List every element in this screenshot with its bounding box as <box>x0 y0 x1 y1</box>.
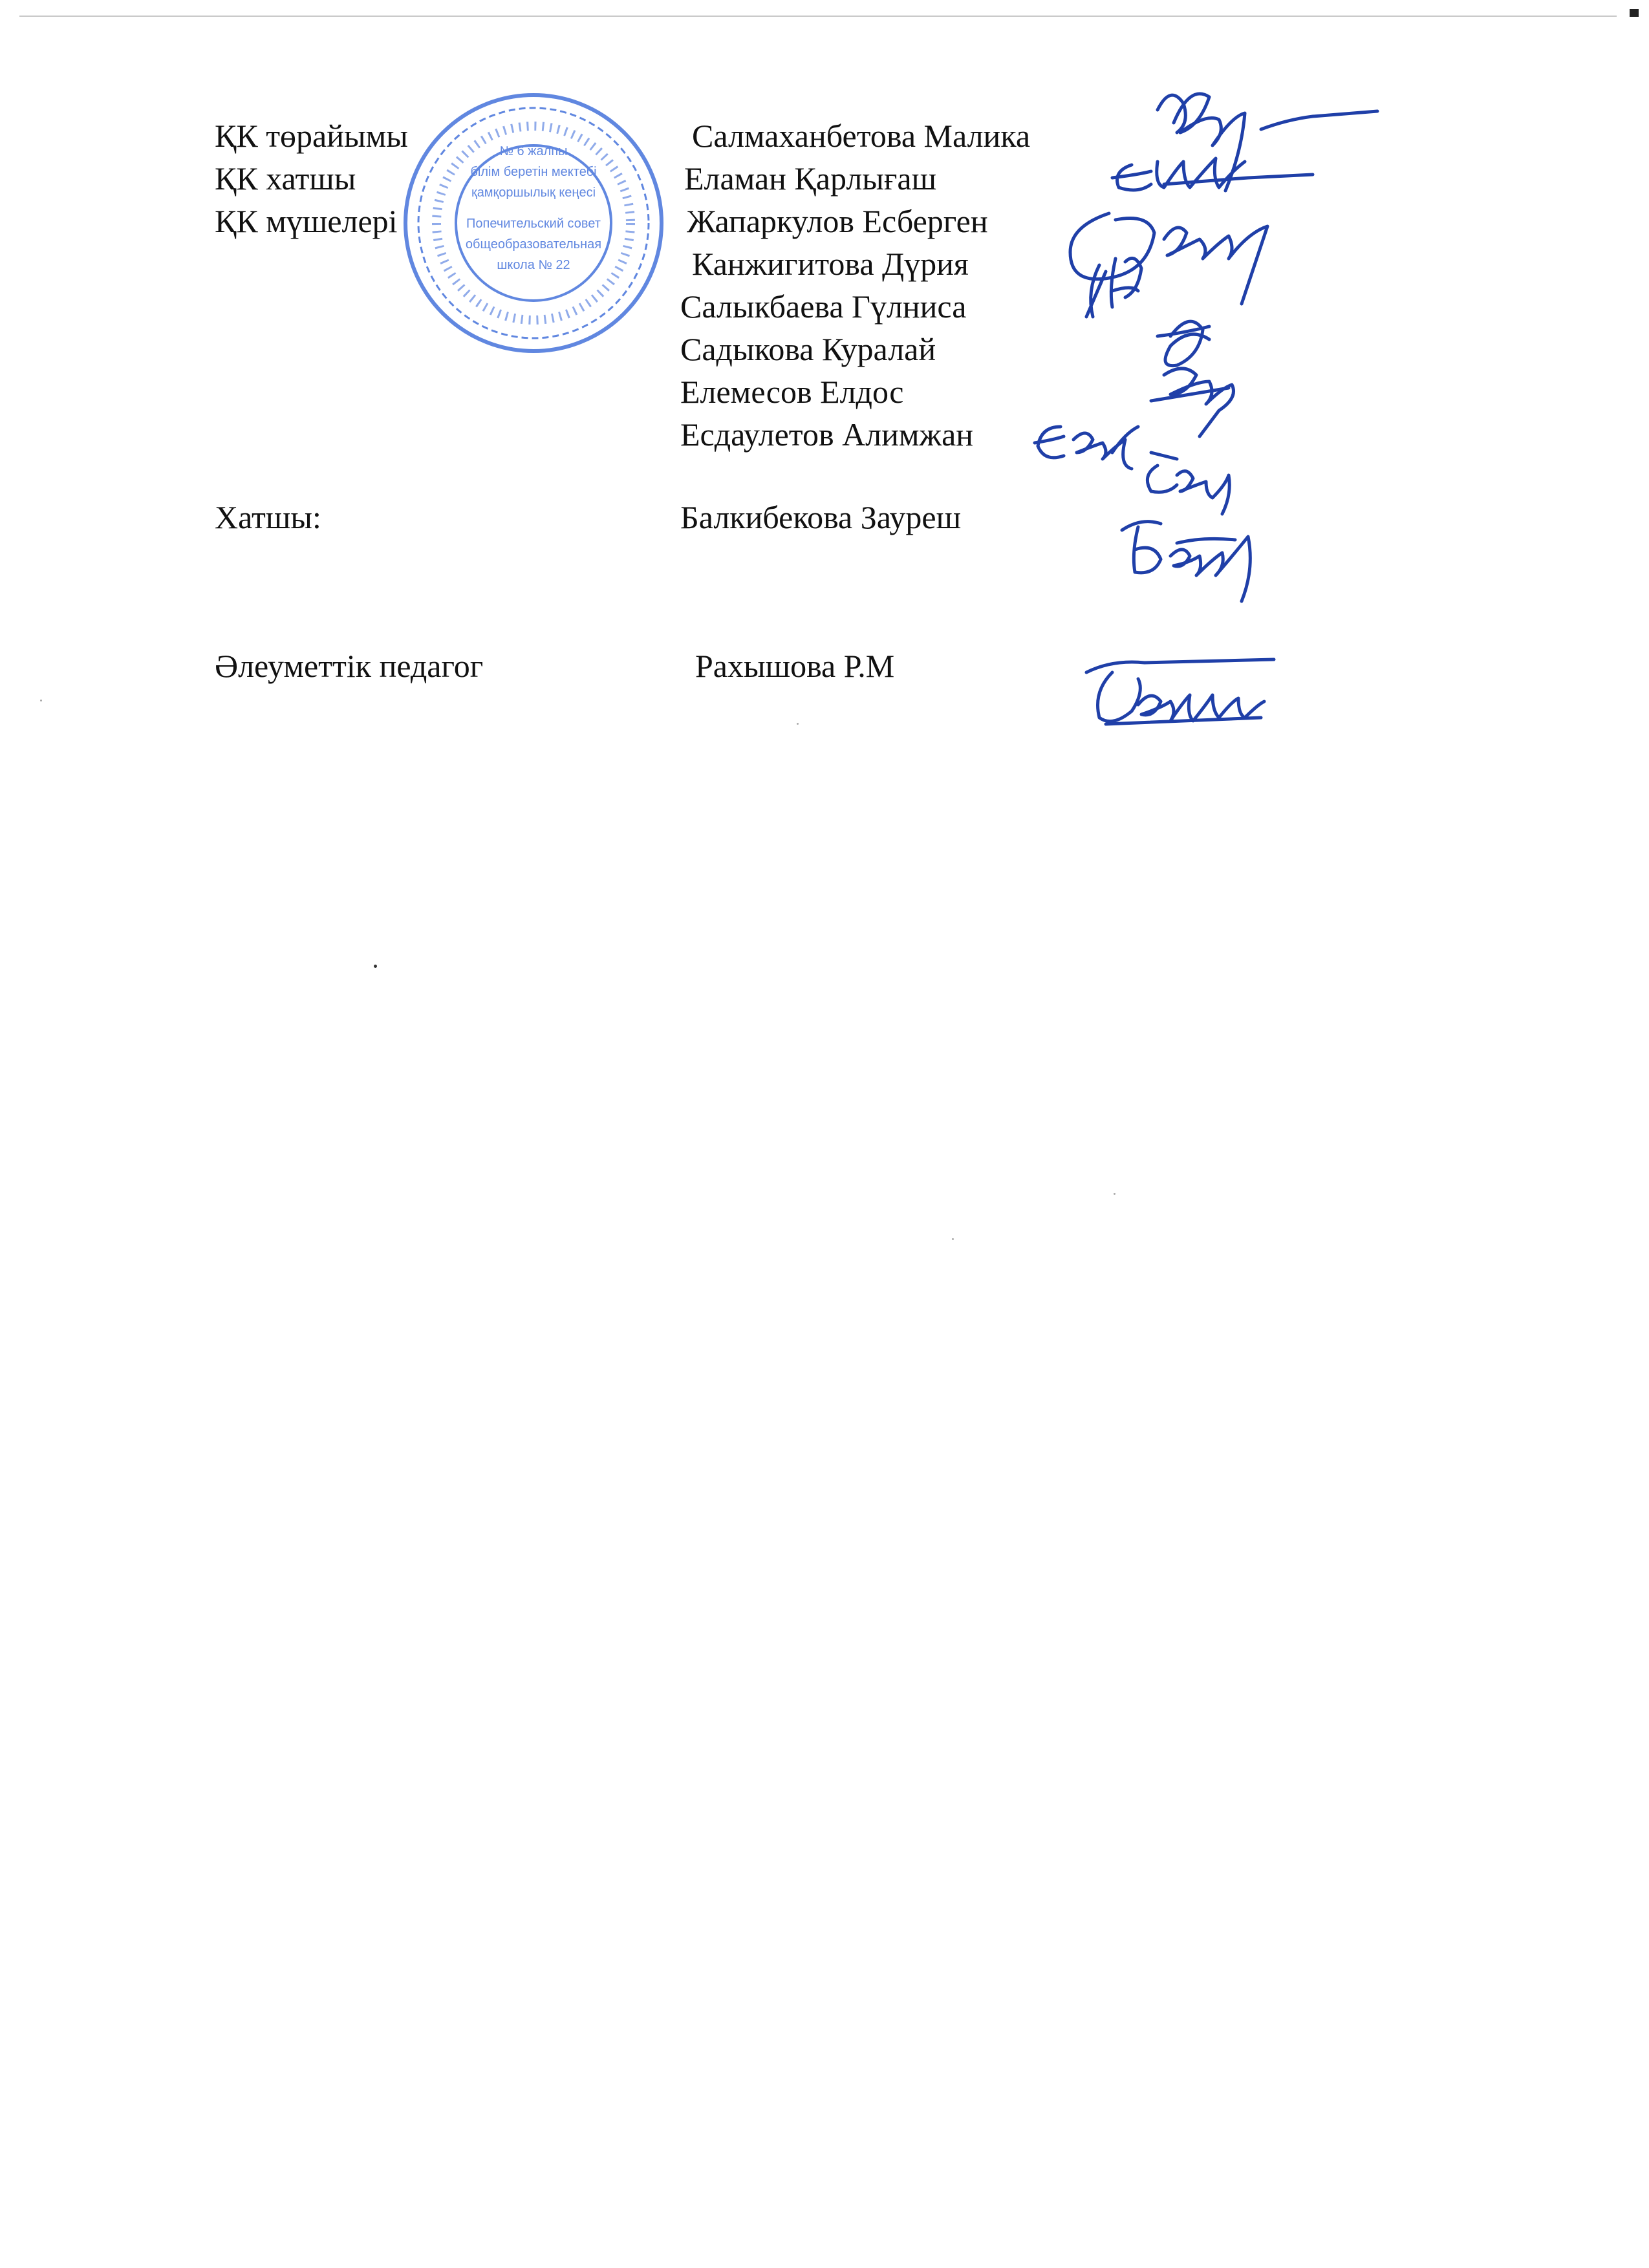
member-signature <box>1086 258 1141 317</box>
member-signature <box>1151 321 1234 436</box>
scan-speck <box>952 1238 954 1240</box>
pedagogue-role-label: Әлеуметтік педагог <box>215 648 484 684</box>
member-name: Салыкбаева Гүлниса <box>680 288 967 325</box>
stamp-inner-line-5: общеобразовательная <box>465 237 602 251</box>
stamp-inner-line-6: школа № 22 <box>497 258 570 272</box>
stamp-inner-line-2: білім беретін мектебі <box>470 165 597 179</box>
scan-speck <box>797 723 799 725</box>
member-name: Канжигитова Дүрия <box>692 246 969 282</box>
member-name: Жапаркулов Есберген <box>687 203 988 239</box>
chair-signature <box>1158 94 1377 191</box>
pedagogue-signature <box>1086 659 1274 724</box>
scan-speck <box>1114 1193 1116 1195</box>
member-name: Есдаулетов Алимжан <box>680 416 974 453</box>
chair-role-label: ҚК төрайымы <box>215 118 408 154</box>
secretary-name: Еламан Қарлығаш <box>684 160 937 197</box>
stamp-inner-line-1: № 6 жалпы <box>499 144 568 158</box>
secretary-role-label: ҚК хатшы <box>215 160 356 197</box>
stamp-inner-line-4: Попечительский совет <box>466 217 601 231</box>
member-signature <box>1035 427 1138 469</box>
chair-name: Салмаханбетова Малика <box>692 118 1031 154</box>
member-name: Садыкова Куралай <box>680 331 936 367</box>
clerk-name: Балкибекова Зауреш <box>680 499 962 535</box>
members-role-label: ҚК мүшелері <box>215 203 398 239</box>
scan-corner-mark <box>1630 9 1639 17</box>
scan-speck <box>40 700 42 701</box>
clerk-role-label: Хатшы: <box>215 499 321 535</box>
clerk-signature <box>1122 522 1250 601</box>
pedagogue-name: Рахышова Р.М <box>695 648 895 684</box>
member-signature <box>1070 213 1267 304</box>
scan-dot <box>374 965 377 968</box>
scan-top-edge-line <box>19 16 1617 17</box>
secretary-signature <box>1112 158 1313 190</box>
stamp-inner-line-3: қамқоршылық кеңесі <box>471 186 596 200</box>
member-name: Елемесов Елдос <box>680 374 904 410</box>
round-seal-stamp-icon <box>405 95 662 351</box>
member-signature <box>1147 453 1229 514</box>
